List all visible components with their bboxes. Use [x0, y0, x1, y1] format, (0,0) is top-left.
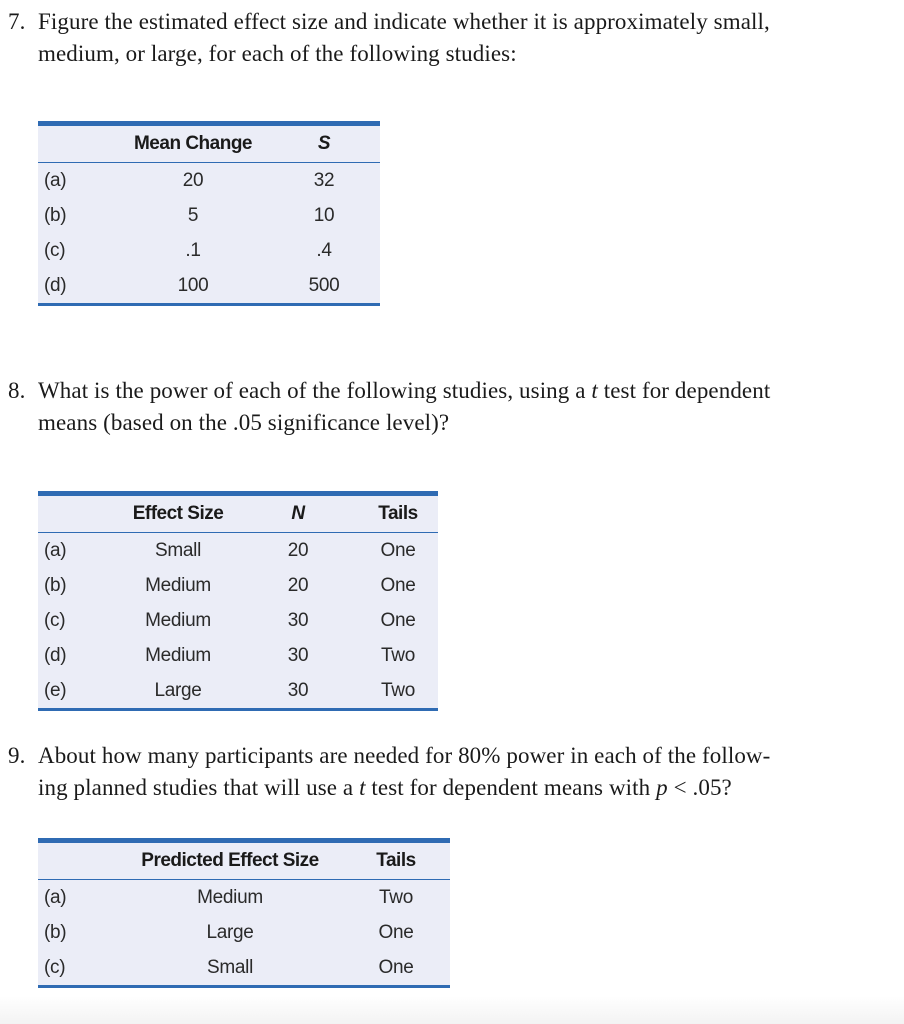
question-9-text-2b: test for dependent means with	[365, 775, 657, 800]
header-mean-change: Mean Change	[118, 124, 268, 163]
question-7-line1	[8, 6, 898, 38]
effect-size-table	[38, 121, 380, 306]
question-8	[8, 375, 898, 439]
row-label: (c)	[44, 609, 66, 631]
question-9-line2	[8, 772, 898, 804]
header-label	[38, 494, 118, 533]
n-cell: 20	[287, 574, 309, 596]
n-cell: 30	[287, 609, 309, 631]
table-row	[38, 533, 438, 569]
n-cell: 30	[287, 679, 309, 701]
header-effect-size: Effect Size	[118, 494, 238, 533]
question-8-number: 8.	[8, 378, 26, 403]
question-9-number: 9.	[8, 743, 26, 768]
table-row	[38, 568, 438, 603]
n-cell: 30	[287, 644, 309, 666]
question-8-line1	[8, 375, 898, 407]
row-label: (b)	[44, 204, 67, 226]
header-n: N	[238, 494, 358, 533]
tails-cell: One	[380, 539, 416, 561]
tails-cell: Two	[381, 679, 415, 701]
table-row	[38, 673, 438, 710]
question-8-line2: means (based on the .05 significance level)?	[38, 410, 450, 435]
predicted-effect-size-cell: Large	[206, 921, 254, 943]
effect-size-cell: Medium	[145, 609, 211, 631]
tails-cell: One	[378, 956, 414, 978]
table-row	[38, 880, 450, 916]
header-predicted-effect-size: Predicted Effect Size	[118, 841, 342, 880]
question-9	[8, 740, 898, 804]
question-8-italic-t: t	[591, 378, 598, 403]
s-cell: 10	[313, 204, 335, 226]
row-label: (b)	[44, 574, 67, 596]
question-7-text-1: Figure the estimated effect size and indicate whether it is approximately small,	[38, 9, 770, 34]
row-label: (a)	[44, 169, 67, 191]
row-label: (c)	[44, 956, 66, 978]
table-row	[38, 603, 438, 638]
tails-cell: One	[380, 574, 416, 596]
table-row	[38, 950, 450, 987]
table-row	[38, 233, 380, 268]
question-7-line2: medium, or large, for each of the following studies:	[38, 41, 517, 66]
table-row	[38, 163, 380, 199]
bottom-fade	[0, 996, 904, 1024]
s-cell: 500	[308, 274, 340, 296]
question-9-italic-t: t	[359, 775, 366, 800]
header-label	[38, 841, 118, 880]
tails-cell: One	[380, 609, 416, 631]
tails-cell: Two	[381, 644, 415, 666]
row-label: (e)	[44, 679, 67, 701]
question-9-text-1: About how many participants are needed for 80% power in each of the follow-	[38, 743, 771, 768]
row-label: (a)	[44, 539, 67, 561]
question-9-line1	[8, 740, 898, 772]
predicted-effect-size-cell: Small	[206, 956, 253, 978]
tails-cell: One	[378, 921, 414, 943]
table-row	[38, 915, 450, 950]
predicted-effect-size-cell: Medium	[197, 886, 263, 908]
table-row	[38, 268, 380, 305]
row-label: (b)	[44, 921, 67, 943]
question-8-text-1b: test for dependent	[597, 378, 771, 403]
mean-change-cell: 20	[182, 169, 204, 191]
header-label	[38, 124, 118, 163]
table-header-row	[38, 841, 450, 880]
table-row	[38, 198, 380, 233]
mean-change-cell: 100	[177, 274, 209, 296]
question-8-text-1a: What is the power of each of the following studies, using a	[38, 378, 592, 403]
power-table	[38, 491, 438, 711]
question-7	[8, 6, 898, 70]
table-header-row	[38, 494, 438, 533]
mean-change-cell: 5	[187, 204, 199, 226]
header-tails: Tails	[342, 841, 450, 880]
effect-size-cell: Medium	[145, 574, 211, 596]
mean-change-cell: .1	[185, 239, 201, 261]
tails-cell: Two	[379, 886, 413, 908]
effect-size-cell: Large	[154, 679, 202, 701]
n-cell: 20	[287, 539, 309, 561]
question-9-text-2a: ing planned studies that will use a	[38, 775, 360, 800]
row-label: (a)	[44, 886, 67, 908]
row-label: (c)	[44, 239, 66, 261]
s-cell: .4	[316, 239, 332, 261]
sample-size-table	[38, 838, 450, 988]
effect-size-cell: Small	[154, 539, 201, 561]
question-9-italic-p: p	[656, 775, 668, 800]
question-9-text-2c: < .05?	[667, 775, 732, 800]
table-header-row	[38, 124, 380, 163]
s-cell: 32	[313, 169, 335, 191]
question-7-number: 7.	[8, 9, 26, 34]
row-label: (d)	[44, 274, 67, 296]
table-row	[38, 638, 438, 673]
header-s: S	[268, 124, 380, 163]
header-tails: Tails	[358, 494, 438, 533]
effect-size-cell: Medium	[145, 644, 211, 666]
row-label: (d)	[44, 644, 67, 666]
